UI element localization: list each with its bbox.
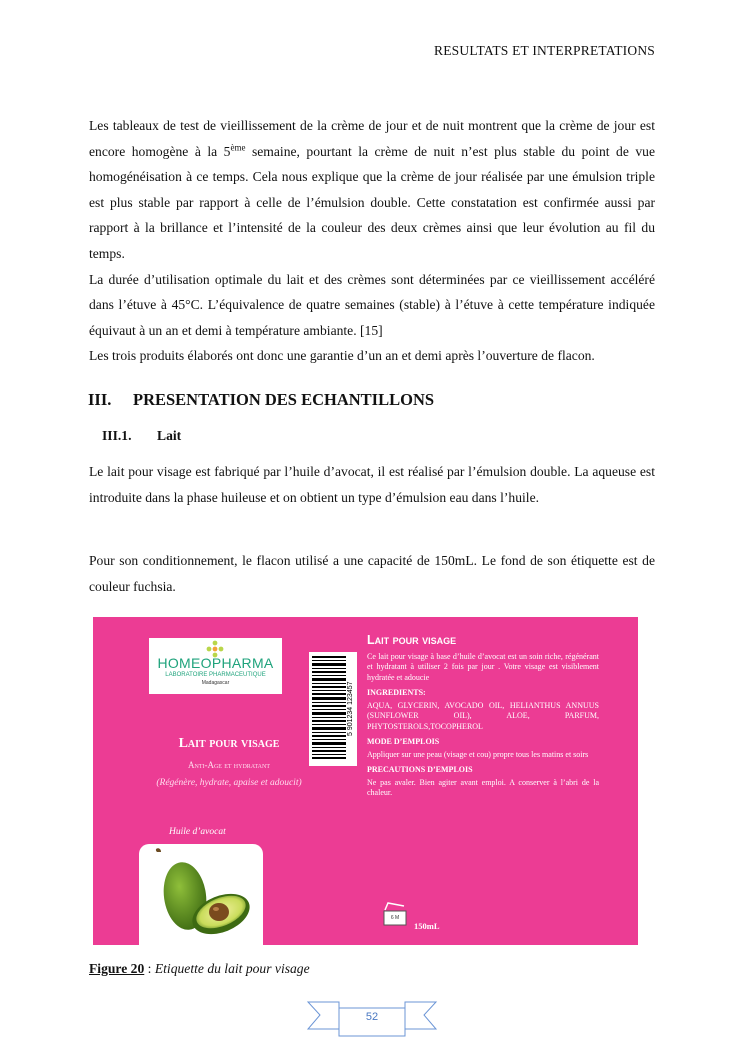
text-part-b: semaine, pourtant la crème de nuit n’est plus stable du point de vue homogénéisation à ce temps. Cela nous explique que la crème de jour réalisée par une émulsion triple est plus stable par rapport à celle de l’émulsion double. Cette constatation est confirmée aussi par rapport à la brillance et l’intensité de la couleur des deux crèmes ainsi que leur évolution au fil du temps. (89, 143, 655, 261)
caption-text: Etiquette du lait pour visage (154, 961, 310, 976)
pao-value: 6 M (390, 915, 400, 921)
barcode-number: 5 901234 123457 (347, 681, 354, 737)
body-paragraph-aging (89, 113, 655, 369)
text-part-a: Les tableaux de test de vieillissement de la crème de jour et de nuit montrent que la crème de jour est encore homogène à la 5 (89, 118, 655, 159)
paragraph-lait-fabrication (89, 459, 655, 510)
paragraph-usage-duration: La durée d’utilisation optimale du lait et des crèmes sont déterminées par ce vieillissement accéléré dans l’étuve à 45°C. L’équivalence de quatre semaines (stable) à l’étuve à cette température indiquée équivaut à un an et demi à température ambiante. [15] (89, 271, 655, 338)
section-heading (88, 390, 434, 410)
paragraph-guarantee: Les trois produits élaborés ont donc une garantie d’un an et demi après l’ouverture de flacon. (89, 348, 595, 364)
paragraph-lait-text: Le lait pour visage est fabriqué par l’huile d’avocat, il est réalisé par l’émulsion double. La aqueuse est introduite dans la phase huileuse et on obtient un type d’émulsion eau dans l’huile. (89, 464, 655, 505)
ingredients-list: AQUA, GLYCERIN, AVOCADO OIL, HELIANTHUS ANNUUS (SUNFLOWER OIL), ALOE, PARFUM, PHYTOSTEROLS,TOCOPHEROL (367, 700, 599, 731)
brand-place: Madagascar (201, 680, 230, 686)
precautions-heading: PRECAUTIONS D’EMPLOIS (367, 765, 473, 774)
brand-logo (149, 638, 282, 694)
pao-jar-icon (382, 902, 408, 926)
product-description: Ce lait pour visage à base d’huile d’avocat est un soin riche, régénérant et hydratant à utiliser 2 fois par jour . Votre visage est visiblement hydratée et adoucie (367, 651, 599, 682)
caption-separator: : (144, 961, 155, 976)
superscript-eme: ème (230, 142, 246, 153)
subsection-heading (102, 428, 181, 444)
figure-label: Figure 20 (89, 961, 145, 976)
avocado-photo (139, 844, 263, 945)
brand-name: HOMEOPHARMA (157, 655, 274, 671)
product-title-left: Lait pour visage (178, 736, 280, 751)
product-claims: (Régénère, hydrate, apaise et adoucit) (156, 778, 302, 788)
section-title: PRESENTATION DES ECHANTILLONS (133, 390, 435, 409)
running-head: RESULTATS ET INTERPRETATIONS (434, 43, 655, 58)
product-title-right: Lait pour visage (367, 633, 457, 647)
subsection-number: III.1. (102, 428, 132, 443)
paragraph-conditionnement-text: Pour son conditionnement, le flacon utilisé a une capacité de 150mL. Le fond de son étiquette est de couleur fuchsia. (89, 553, 655, 594)
usage-heading: MODE D’EMPLOIS (367, 737, 440, 746)
label-info-column (367, 635, 599, 799)
figure-caption (89, 961, 310, 977)
open-jar-icon (382, 902, 408, 926)
ingredients-heading: INGREDIENTS: (367, 688, 426, 697)
usage-text: Appliquer sur une peau (visage et cou) propre tous les matins et soirs (367, 749, 589, 759)
subsection-title: Lait (157, 428, 182, 443)
paragraph-aging-comparison (89, 113, 655, 267)
product-label-figure (93, 617, 638, 945)
precautions-text: Ne pas avaler. Bien agiter avant emploi. A conserver à l’abri de la chaleur. (367, 777, 599, 797)
product-tagline: Anti-Age et hydratant (187, 760, 270, 770)
product-flavor: Huile d’avocat (169, 827, 226, 837)
brand-subtitle: LABORATOIRE PHARMACEUTIQUE (165, 672, 266, 678)
paragraph-conditionnement (89, 548, 655, 599)
avocado-icon (139, 844, 263, 945)
product-volume: 150mL (414, 921, 440, 931)
page-number: 52 (365, 1011, 379, 1023)
section-number: III. (88, 390, 112, 409)
